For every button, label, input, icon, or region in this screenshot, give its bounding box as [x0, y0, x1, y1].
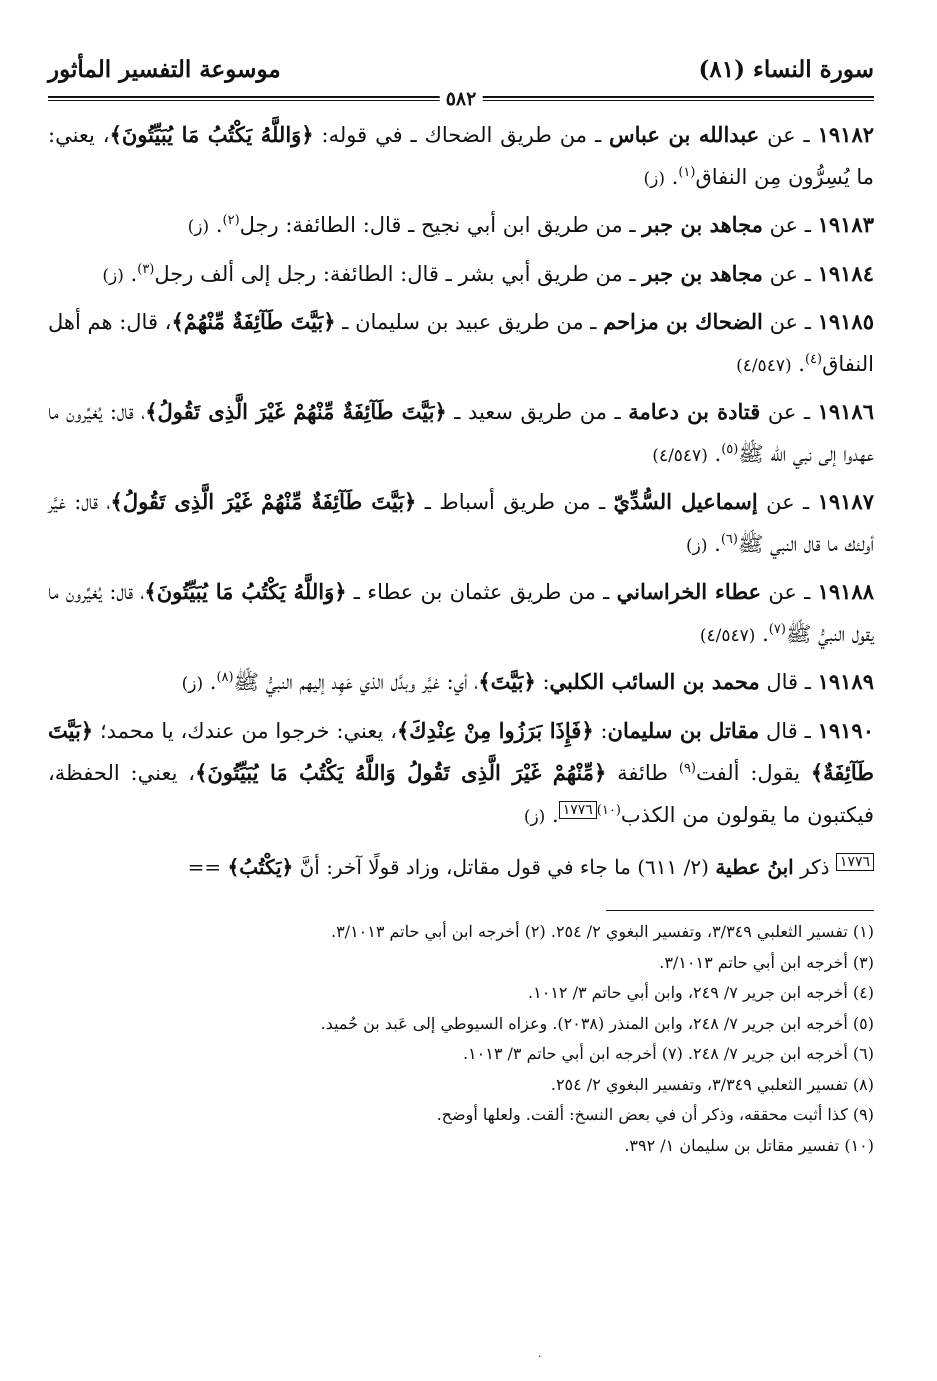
- narration-text: .: [707, 441, 722, 466]
- narration-text: ـ من طريق أبي بشر ـ قال: الطائفة: رجل إلى ألف رجل: [154, 261, 643, 286]
- narration-text: يقول: ألفت: [696, 761, 811, 785]
- narration-text: ـ قال: [759, 718, 818, 743]
- narration-entry: [48, 661, 874, 706]
- footnote: (٥) أخرجه ابن جرير ٧/ ٢٤٨، وابن المنذر (٢٠٣٨). وعزاه السيوطي إلى عَبد بن حُميد.: [320, 1013, 874, 1033]
- narration-text: ، يعني: ما يُسِرُّون مِن النفاق: [48, 123, 874, 189]
- narration-text: .: [664, 164, 679, 189]
- quran-quote: ﴿مِّنْهُمْ غَيْرَ الَّذِى تَقُولُ وَاللَّهُ يَكْتُبُ مَا يُبَيِّتُونَ﴾: [195, 760, 607, 785]
- narration-text: ـ من طريق ابن أبي نجيح ـ قال: الطائفة: رجل: [239, 213, 643, 237]
- narration-text: ـ من طريق أسباط ـ: [416, 490, 614, 514]
- narration-entry: [48, 391, 874, 477]
- quran-quote: ﴿بَيَّتَ طَآئِفَةٌ مِّنْهُمْ﴾: [171, 309, 336, 334]
- narration-text: :: [535, 670, 550, 694]
- narration-text: ـ من طريق سعيد ـ: [446, 400, 629, 424]
- main-text: [48, 114, 874, 838]
- footnote-marker: (٢): [222, 213, 240, 228]
- narration-number: ١٩١٨٣: [817, 212, 874, 237]
- narration-text: .: [209, 213, 223, 237]
- narration-number: ١٩١٨٨: [817, 579, 874, 604]
- narrator-name: مجاهد بن جبر: [642, 212, 763, 237]
- narration-text: :: [593, 718, 608, 743]
- quran-quote: ﴿بَيَّتَ طَآئِفَةٌ مِّنْهُمْ غَيْرَ الَّذِى تَقُولُ﴾: [145, 399, 447, 424]
- narration-text: ـ من طريق عبيد بن سليمان ـ: [335, 310, 604, 334]
- narration-text: .: [755, 621, 769, 646]
- commentary-author: ابنُ عطية: [715, 855, 794, 879]
- page: [48, 42, 874, 1161]
- narrator-name: الضحاك بن مزاحم: [603, 309, 763, 334]
- quran-quote: ﴿فَإِذَا بَرَزُوا مِنْ عِنْدِكَ﴾: [396, 717, 594, 743]
- footnote: (٣) أخرجه ابن أبي حاتم ٣/١٠١٣.: [659, 952, 874, 972]
- source-ref: (٤/٥٤٧): [652, 445, 708, 466]
- narration-text: ، قال: يُغيِّرون ما يقول النبيُّ ﷺ: [48, 580, 874, 646]
- narration-text: .: [707, 531, 721, 556]
- source-ref: (٤/٥٤٧): [736, 355, 792, 376]
- narration-text: ـ عن: [762, 261, 818, 286]
- commentary-note: [48, 852, 874, 882]
- quran-quote: ﴿وَاللَّهُ يَكْتُبُ مَا يُبَيِّتُونَ﴾: [109, 122, 314, 147]
- quran-quote: ﴿يَكْتُبُ﴾: [227, 855, 294, 879]
- quran-quote: ﴿بَيَّتَ طَآئِفَةٌ مِّنْهُمْ غَيْرَ الَّذِى تَقُولُ﴾: [110, 489, 417, 514]
- narration-entry: [48, 301, 874, 387]
- narrator-name: قتادة بن دعامة: [628, 399, 761, 424]
- footnote-divider: [606, 910, 874, 911]
- commentary-marker: ١٧٧٦: [559, 801, 597, 819]
- commentary-text: ذكر: [793, 855, 836, 879]
- narration-text: ـ عن: [761, 580, 818, 604]
- page-header: [48, 42, 874, 110]
- narration-text: ـ من طريق الضحاك ـ في قوله:: [313, 123, 610, 147]
- narrator-name: مقاتل بن سليمان: [607, 717, 760, 743]
- narrator-name: إسماعيل السُّدِّيّ: [613, 489, 758, 514]
- narration-entry: [48, 710, 874, 839]
- source-ref: (ز): [685, 535, 708, 556]
- narration-text: ، يعني: الحفظة، فيكتبون ما يقولون من الكذب: [48, 761, 874, 827]
- quran-quote: ﴿بَيَّتَ﴾: [478, 669, 536, 694]
- narration-text: ، قال: هم أهل النفاق: [48, 310, 874, 376]
- narration-entry: [48, 114, 874, 200]
- narration-text: ، أي: غيَّر وبدَّل الذي عَهِد إليهم النبيُّ ﷺ: [233, 670, 479, 694]
- narration-text: .: [791, 351, 805, 376]
- narrator-name: مجاهد بن جبر: [642, 260, 763, 286]
- footnote: (١٠) تفسير مقاتل بن سليمان ١/ ٣٩٢.: [624, 1135, 874, 1155]
- narration-text: .: [203, 670, 217, 694]
- narration-text: ـ قال: [759, 670, 818, 694]
- footnote-marker: (٩): [678, 761, 696, 776]
- narration-text: ـ عن: [762, 213, 818, 237]
- narration-entry: [48, 204, 874, 249]
- narration-number: ١٩١٨٧: [817, 489, 874, 514]
- page-number: ٥٨٢: [440, 88, 483, 110]
- narration-number: ١٩١٨٦: [817, 399, 874, 424]
- footnote: (٨) تفسير الثعلبي ٣/٣٤٩، وتفسير البغوي ٢/ ٢٥٤.: [550, 1074, 874, 1094]
- narration-text: ـ عن: [760, 400, 818, 424]
- quran-quote: ﴿بَيَّتَ طَآئِفَةٌ﴾: [48, 717, 874, 785]
- narration-number: ١٩١٨٤: [817, 260, 874, 286]
- source-ref: (ز): [523, 806, 546, 827]
- narrator-name: محمد بن السائب الكلبي: [549, 669, 760, 694]
- narrator-name: عطاء الخراساني: [616, 579, 762, 604]
- narration-text: ـ من طريق عثمان بن عطاء ـ: [346, 580, 617, 604]
- footnote-marker: (٨): [216, 670, 234, 685]
- narration-number: ١٩١٩٠: [817, 717, 874, 743]
- footnotes: [48, 917, 874, 1161]
- narration-text: طائفة: [606, 761, 679, 785]
- commentary-marker: ١٧٧٦: [836, 853, 874, 871]
- narrator-name: عبدالله بن عباس: [609, 122, 760, 147]
- narration-text: ـ عن: [759, 123, 818, 147]
- narration-text: ، قال: غيَّر أولئك ما قال النبي ﷺ: [48, 490, 874, 556]
- narration-number: ١٩١٨٩: [817, 669, 874, 694]
- footnote: (١) تفسير الثعلبي ٣/٣٤٩، وتفسير البغوي ٢/ ٢٥٤. (٢) أخرجه ابن أبي حاتم ٣/١٠١٣.: [330, 922, 874, 941]
- narration-entry: [48, 481, 874, 567]
- commentary-text: (٢/ ٦١١) ما جاء في قول مقاتل، وزاد قولًا آخر: أنَّ: [293, 855, 716, 879]
- footnote-marker: (٣): [137, 261, 155, 277]
- narration-text: .: [123, 261, 138, 286]
- narration-text: ، قال: يُغيِّرون ما عهدوا إلى نبي الله ﷺ: [48, 400, 874, 466]
- narration-number: ١٩١٨٥: [817, 309, 874, 334]
- narration-text: ، يعني: خرجوا من عندك، يا محمد؛: [93, 718, 397, 743]
- narration-entry: [48, 253, 874, 298]
- narration-text: .: [545, 802, 559, 827]
- surah-title: سورة النساء (٨١): [698, 56, 874, 83]
- source-ref: (ز): [181, 674, 204, 694]
- footnote-marker: (٤): [804, 351, 823, 367]
- footnote-marker: (٥): [721, 441, 739, 457]
- source-ref: (ز): [643, 168, 665, 189]
- commentary-text: ==: [187, 855, 228, 879]
- source-ref: (ز): [187, 217, 210, 237]
- footnote-marker: (١٠): [596, 802, 621, 818]
- source-ref: (ز): [102, 265, 124, 286]
- footnote: (٤) أخرجه ابن جرير ٧/ ٢٤٩، وابن أبي حاتم ٣/ ١٠١٢.: [528, 983, 874, 1002]
- footnote: (٦) أخرجه ابن جرير ٧/ ٢٤٨. (٧) أخرجه ابن أبي حاتم ٣/ ١٠١٣.: [462, 1044, 874, 1063]
- book-title: موسوعة التفسير المأثور: [48, 56, 281, 83]
- narration-text: ـ عن: [757, 490, 818, 514]
- footnote-marker: (٧): [768, 621, 786, 637]
- source-ref: (٤/٥٤٧): [699, 625, 756, 646]
- footnote-marker: (١): [678, 164, 696, 180]
- narration-entry: [48, 571, 874, 657]
- quran-quote: ﴿وَاللَّهُ يَكْتُبُ مَا يُبَيِّتُونَ﴾: [144, 579, 347, 604]
- narration-text: ـ عن: [762, 310, 818, 334]
- narration-number: ١٩١٨٢: [817, 122, 875, 147]
- footnote-marker: (٦): [720, 531, 738, 547]
- page-speck: ·: [538, 1352, 542, 1363]
- footnote: (٩) كذا أثبت محققه، وذكر أن في بعض النسخ: ألقت. ولعلها أوضح.: [436, 1105, 874, 1124]
